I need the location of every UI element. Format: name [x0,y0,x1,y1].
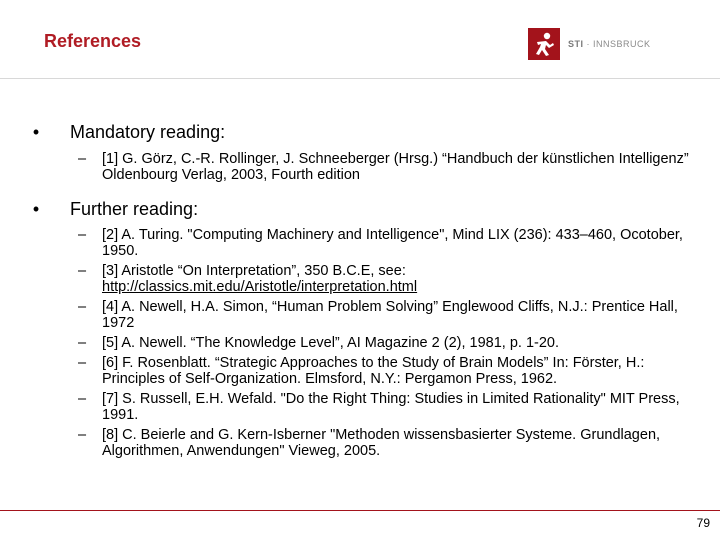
reference-item: – [1] G. Görz, C.-R. Rollinger, J. Schneeberger (Hrsg.) “Handbuch der künstlichen Intelligenz” Oldenbourg Verlag, 2003, Fourth edition [77,151,689,183]
bullet-marker: • [32,122,40,142]
reference-item: – [5] A. Newell. “The Knowledge Level”, AI Magazine 2 (2), 1981, p. 1-20. [77,335,560,351]
footer-divider [0,510,720,511]
reference-item: – [6] F. Rosenblatt. “Strategic Approaches to the Study of Brain Models” In: Förster, H.: Principles of Self-Organization. Elmsford, N.Y.: Pergamon Press, 1962. [77,355,645,387]
reference-item: – [8] C. Beierle and G. Kern-Isberner "Methoden wissensbasierter Systeme. Grundlagen, Algorithmen, Anwendungen" Vieweg, 2005. [77,427,661,459]
reference-item: – [7] S. Russell, E.H. Wefald. "Do the Right Thing: Studies in Limited Rationality" MIT Press, 1991. [77,391,680,423]
reference-item: – [4] A. Newell, H.A. Simon, “Human Problem Solving” Englewood Cliffs, N.J.: Prentice Hall, 1972 [77,299,678,331]
reference-link[interactable]: http://classics.mit.edu/Aristotle/interpretation.html [102,279,418,295]
page-number: 79 [696,516,710,530]
bullet-marker: • [32,199,40,219]
section-heading: Mandatory reading: [70,122,226,142]
reference-item: – [2] A. Turing. "Computing Machinery and Intelligence", Mind LIX (236): 433–460, Ocotober, 1950. [77,227,683,259]
logo-text: STI · INNSBRUCK [568,39,651,49]
reference-list [30,227,690,459]
section-heading: Further reading: [70,199,199,219]
sti-figure-icon [528,28,560,60]
section-further-reading [30,198,690,220]
header-divider [0,78,720,79]
sti-innsbruck-logo [528,28,668,62]
reference-item: – [3] Aristotle “On Interpretation”, 350 B.C.E, see: http://classics.mit.edu/Aristotle/interpretation.html [77,263,418,295]
reference-list [30,151,690,183]
slide-title: References [44,31,142,51]
section-mandatory-reading [30,121,690,143]
slide-body [30,121,690,463]
